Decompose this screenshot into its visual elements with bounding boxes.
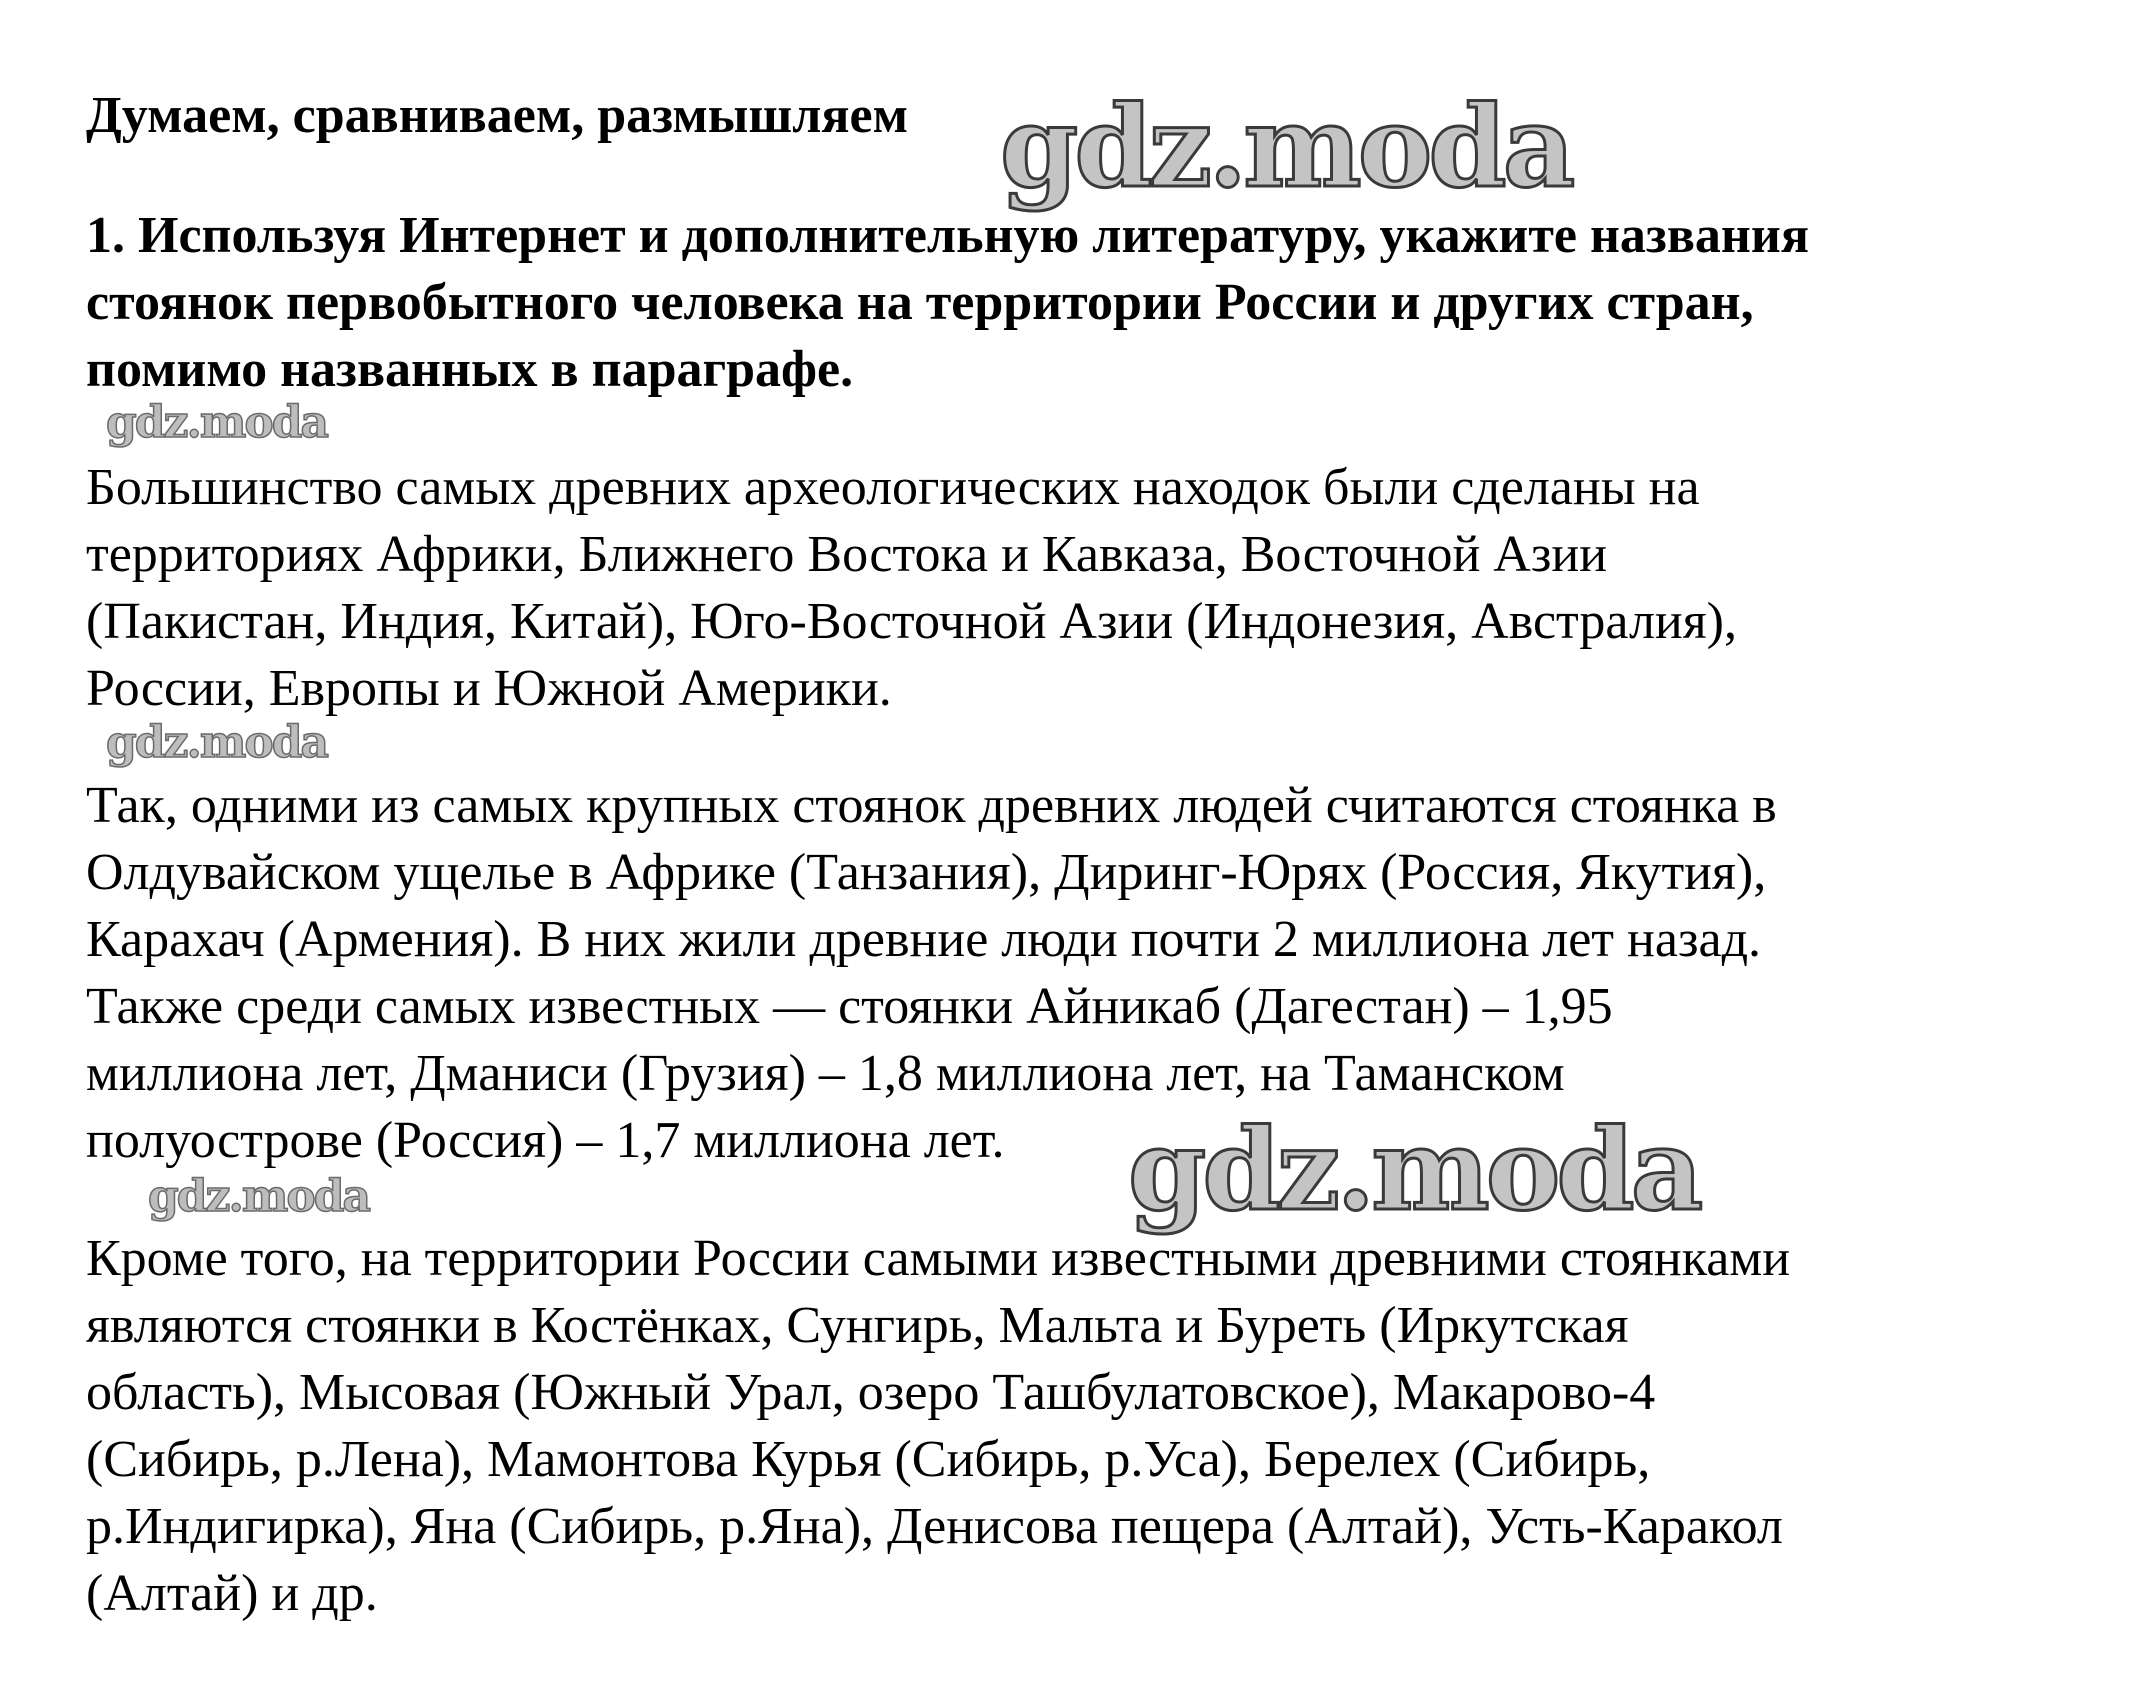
paragraph-line: Большинство самых древних археологических находок были сделаны на	[86, 459, 1700, 516]
watermark-logo: gdz.moda	[1000, 82, 1572, 213]
paragraph-line: России, Европы и Южной Америки.	[86, 660, 892, 717]
paragraph-line: Олдувайском ущелье в Африке (Танзания), Диринг-Юрях (Россия, Якутия),	[86, 844, 1767, 901]
watermark-logo: gdz.moda	[106, 717, 328, 768]
question-line: стоянок первобытного человека на территории России и других стран,	[86, 274, 1754, 331]
paragraph-line: территориях Африки, Ближнего Востока и Кавказа, Восточной Азии	[86, 526, 1608, 583]
answer-paragraph-3	[86, 1225, 1790, 1627]
paragraph-line: (Сибирь, р.Лена), Мамонтова Курья (Сибирь, р.Уса), Берелех (Сибирь,	[86, 1431, 1651, 1488]
question-text	[86, 202, 2086, 403]
question-line: 1. Используя Интернет и дополнительную литературу, укажите названия	[86, 207, 1809, 264]
watermark-logo: gdz.moda	[1128, 1105, 1700, 1236]
paragraph-line: являются стоянки в Костёнках, Сунгирь, Мальта и Буреть (Иркутская	[86, 1297, 1629, 1354]
paragraph-line: Кроме того, на территории России самыми известными древними стоянками	[86, 1230, 1791, 1287]
answer-paragraph-1	[86, 454, 1737, 722]
paragraph-line: миллиона лет, Дманиси (Грузия) – 1,8 миллиона лет, на Таманском	[86, 1045, 1565, 1102]
question-line: помимо названных в параграфе.	[86, 341, 854, 398]
paragraph-line: полуострове (Россия) – 1,7 миллиона лет.	[86, 1112, 1005, 1169]
paragraph-line: р.Индигирка), Яна (Сибирь, р.Яна), Денисова пещера (Алтай), Усть-Каракол	[86, 1498, 1783, 1555]
section-heading: Думаем, сравниваем, размышляем	[86, 87, 909, 144]
paragraph-line: Карахач (Армения). В них жили древние люди почти 2 миллиона лет назад.	[86, 911, 1762, 968]
paragraph-line: (Пакистан, Индия, Китай), Юго-Восточной Азии (Индонезия, Австралия),	[86, 593, 1737, 650]
paragraph-line: Также среди самых известных — стоянки Айникаб (Дагестан) – 1,95	[86, 978, 1613, 1035]
paragraph-line: (Алтай) и др.	[86, 1565, 378, 1622]
watermark-logo: gdz.moda	[106, 397, 328, 448]
paragraph-line: область), Мысовая (Южный Урал, озеро Ташбулатовское), Макарово-4	[86, 1364, 1656, 1421]
watermark-logo: gdz.moda	[148, 1171, 370, 1222]
paragraph-line: Так, одними из самых крупных стоянок древних людей считаются стоянка в	[86, 777, 1777, 834]
